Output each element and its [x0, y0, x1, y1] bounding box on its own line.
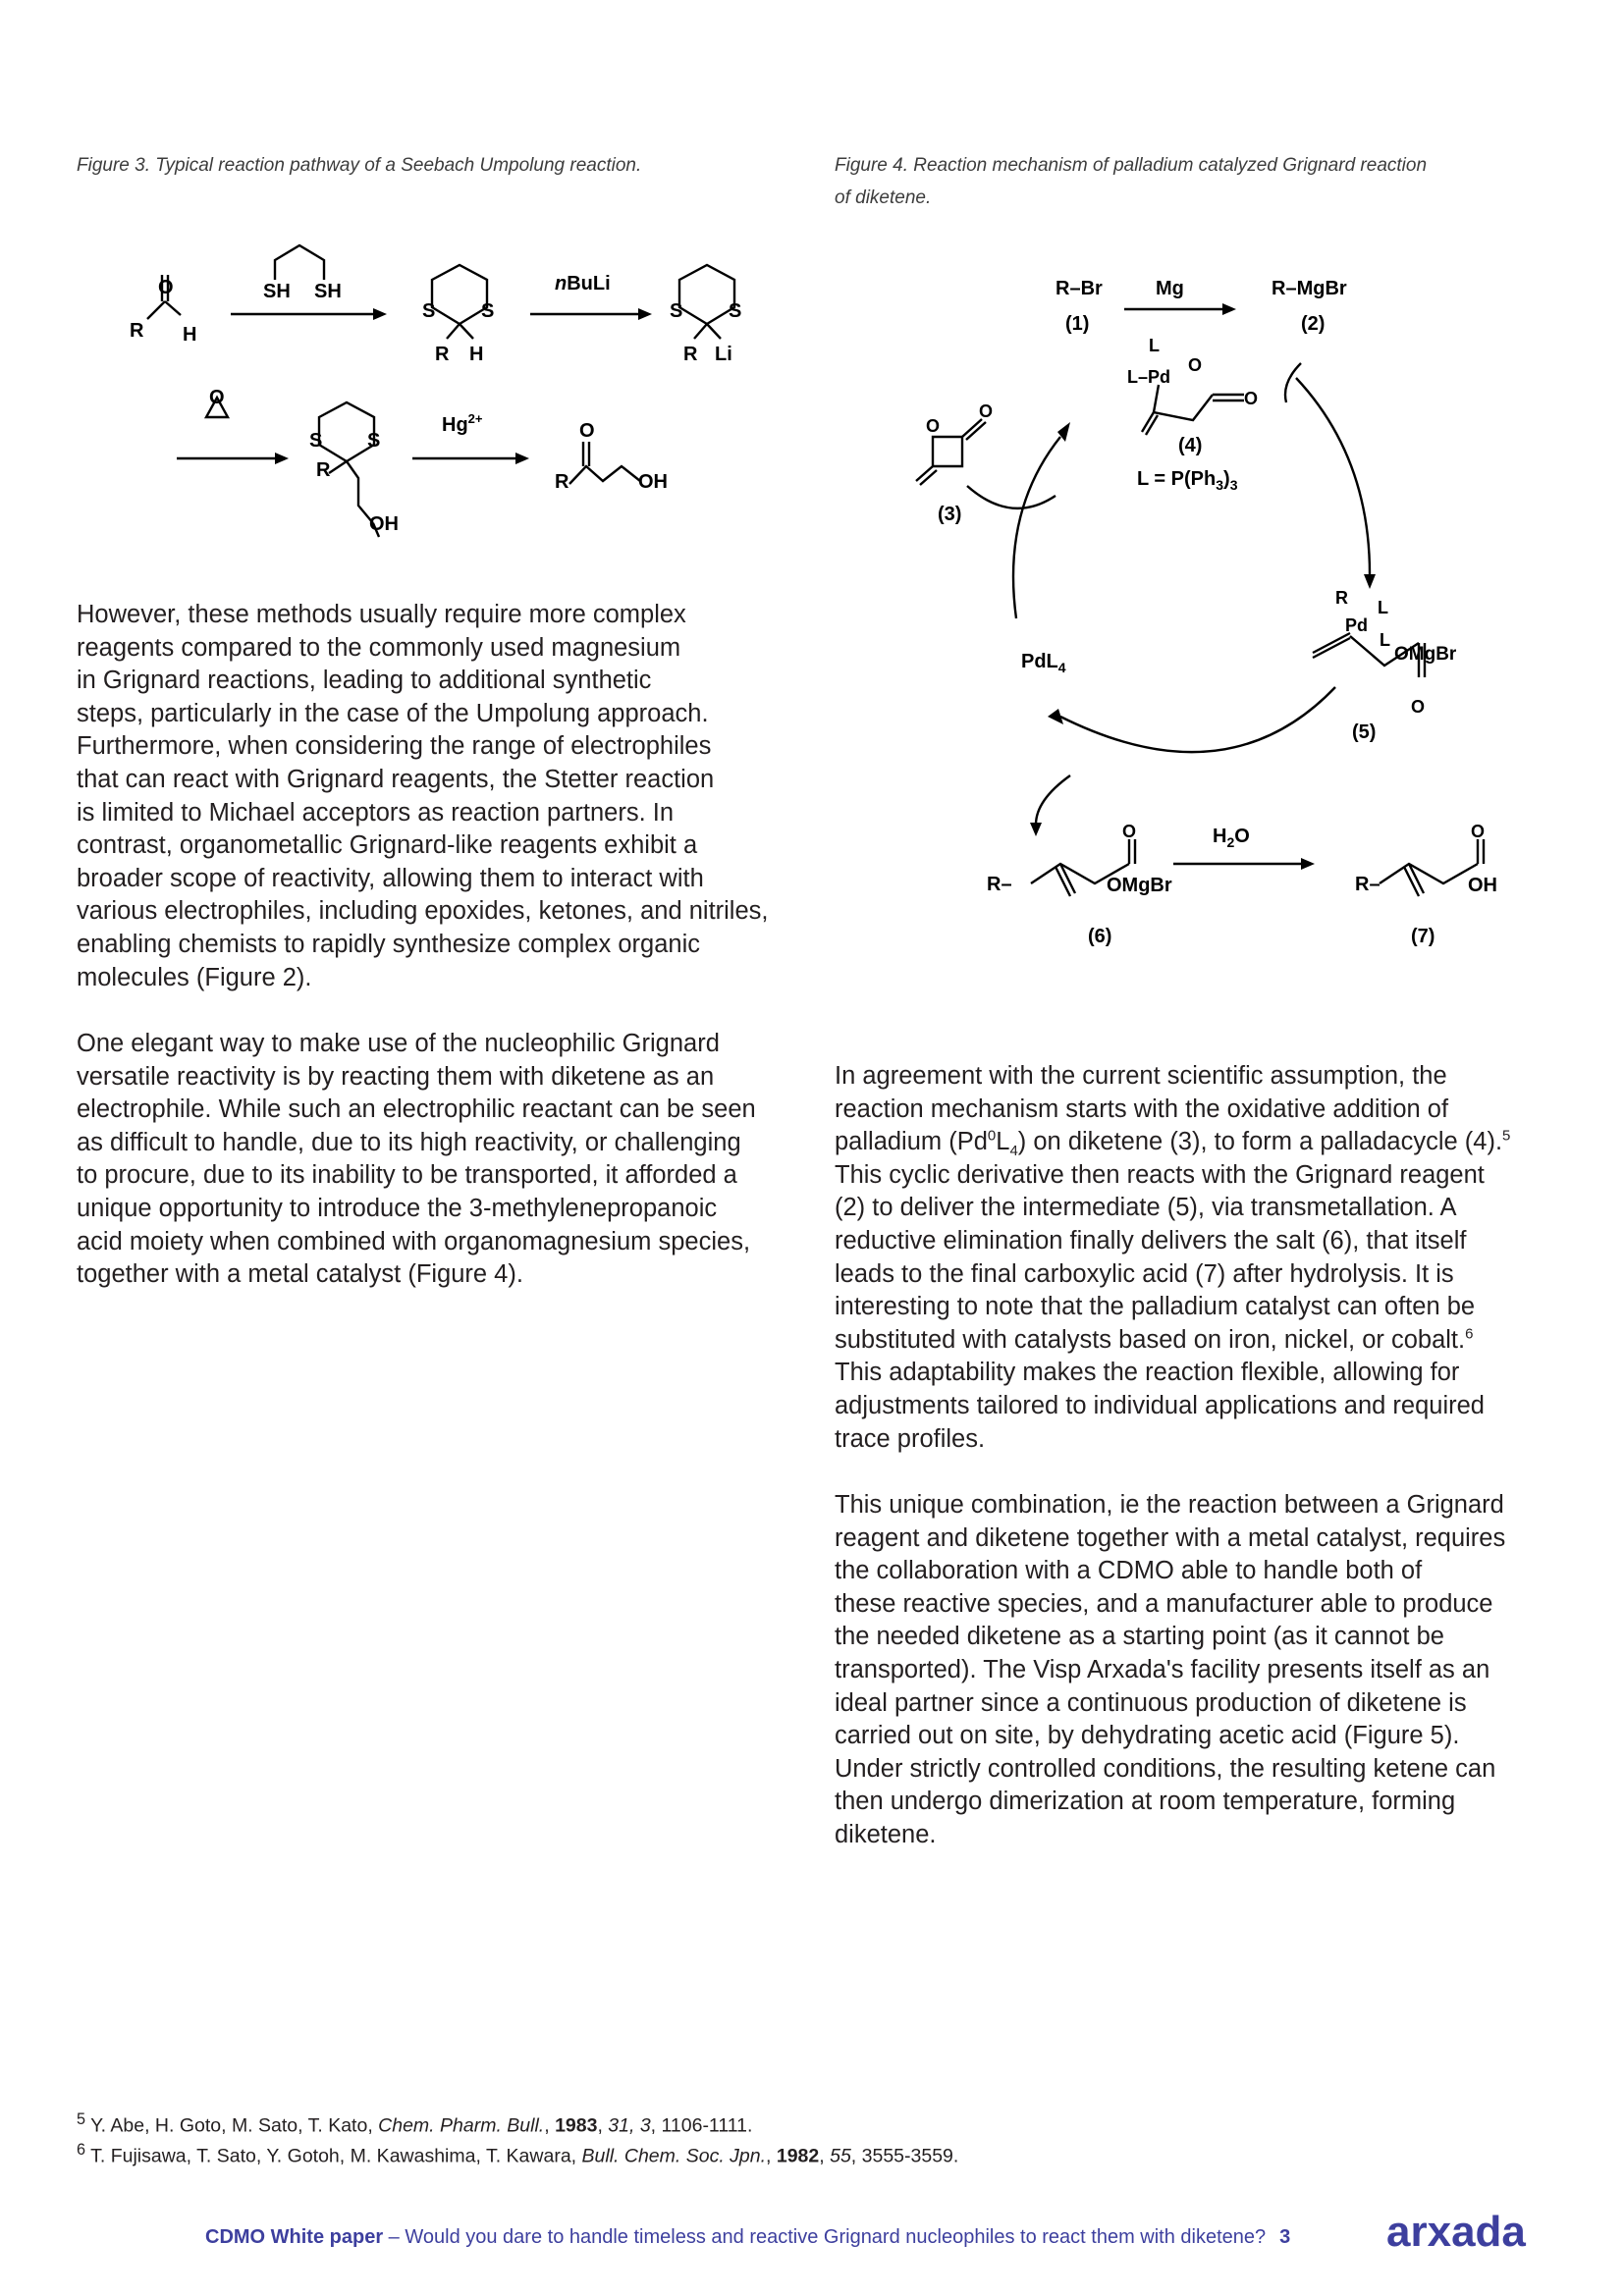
svg-text:arxada: arxada [1386, 2208, 1526, 2256]
fig4-pd-5: Pd [1345, 615, 1369, 635]
footnote-5: $^5$ Y. Abe, H. Goto, M. Sato, T. Kato, Chem. Pharm. Bull., 1983, 31, 3, 1106-1111. [77, 2110, 753, 2137]
right-paragraph-1 [835, 1060, 1510, 1456]
text-line: palladium $(Pd^0L_4)$ on diketene (3), to form a palladacycle (4).$^5$ [835, 1127, 1511, 1160]
text-line: adjustments tailored to individual applications and required [835, 1391, 1485, 1419]
footnote-ref-5[interactable]: 5 [1502, 1127, 1511, 1145]
figure3-scheme [108, 221, 742, 545]
fig4-l-top: L [1149, 336, 1160, 355]
text-line: together with a metal catalyst (Figure 4). [77, 1260, 523, 1289]
text-line: molecules (Figure 2). [77, 963, 312, 991]
fig4-r-7: R– [1355, 874, 1380, 895]
text-line: acid moiety when combined with organomagnesium species, [77, 1227, 751, 1255]
text-line: Furthermore, when considering the range of electrophiles [77, 732, 712, 761]
fig4-r-mgbr: R–MgBr [1272, 278, 1347, 299]
fig3-sh-1: SH [263, 281, 291, 302]
fig4-l-5a: L [1378, 598, 1388, 617]
text-line: ideal partner since a continuous production of diketene is [835, 1688, 1467, 1717]
right-paragraph-2 [835, 1489, 1505, 1852]
fig3-r-3: R [683, 344, 698, 365]
fig4-o-3b: O [979, 401, 994, 421]
fig4-n3: (3) [938, 504, 962, 525]
text-line: leads to the final carboxylic acid (7) after hydrolysis. It is [835, 1259, 1454, 1288]
text-line: the collaboration with a CDMO able to handle both of [835, 1557, 1423, 1585]
text-line: reagent and diketene together with a metal catalyst, requires [835, 1523, 1506, 1552]
fig3-oh-1: OH [369, 513, 399, 535]
text-line: broader scope of reactivity, allowing them to interact with [77, 864, 704, 892]
fig4-l-pd: L–Pd [1127, 367, 1171, 387]
fig3-r-4: R [316, 459, 331, 481]
fig3-o-epoxide: O [209, 387, 225, 408]
text-line: (2) to deliver the intermediate (5), via transmetallation. A [835, 1194, 1457, 1222]
fig3-h-2: H [469, 344, 484, 365]
left-paragraph-2 [77, 1028, 756, 1292]
text-line: these reactive species, and a manufacturer able to produce [835, 1589, 1493, 1618]
fig3-s-5: S [309, 430, 323, 452]
fig3-s-6: S [367, 430, 381, 452]
text-line: carried out on site, by dehydrating acetic acid (Figure 5). [835, 1722, 1460, 1750]
text-line: is limited to Michael acceptors as reaction partners. In [77, 798, 675, 827]
fig3-o-2: O [579, 420, 595, 442]
figure4-scheme [889, 255, 1556, 962]
fig4-o-5: O [1411, 697, 1426, 717]
fig3-s-1: S [422, 300, 436, 322]
fig4-n1: (1) [1065, 313, 1090, 335]
fig4-o-7: O [1471, 822, 1486, 841]
fig4-n7: (7) [1411, 926, 1435, 947]
text-line: In agreement with the current scientific assumption, the [835, 1062, 1447, 1090]
text-line: substituted with catalysts based on iron, nickel, or cobalt.$^6$ [835, 1325, 1474, 1354]
fig4-r-6: R– [987, 874, 1012, 895]
text-line: as difficult to handle, due to its high reactivity, or challenging [77, 1128, 741, 1156]
text-line: interesting to note that the palladium catalyst can often be [835, 1293, 1476, 1321]
fig3-s-3: S [670, 300, 683, 322]
fig4-o-4b: O [1244, 389, 1259, 408]
text-line: various electrophiles, including epoxides, ketones, and nitriles, [77, 897, 769, 926]
fig4-o-4: O [1188, 355, 1203, 375]
left-paragraph-1 [77, 599, 769, 994]
fig3-s-2: S [481, 300, 495, 322]
page-footer [205, 2226, 1290, 2249]
fig4-r-5: R [1335, 588, 1348, 608]
fig4-oh-7: OH [1468, 875, 1497, 896]
text-line: reagents compared to the commonly used magnesium [77, 633, 681, 662]
text-line: versatile reactivity is by reacting them with diketene as an [77, 1062, 715, 1091]
fig4-mg: Mg [1156, 278, 1184, 299]
fig4-o-6: O [1122, 822, 1137, 841]
text-line: unique opportunity to introduce the 3-methylenepropanoic [77, 1194, 718, 1222]
text-line: steps, particularly in the case of the Umpolung approach. [77, 699, 709, 727]
fig4-omgbr-6: OMgBr [1107, 875, 1172, 896]
text-line: trace profiles. [835, 1424, 986, 1453]
fig3-r-2: R [435, 344, 450, 365]
fig4-r-br: R–Br [1056, 278, 1103, 299]
fig3-r-1: R [130, 320, 144, 342]
fig3-r-5: R [555, 471, 569, 493]
fig3-oh-2: OH [638, 471, 668, 493]
text-line: One elegant way to make use of the nucleophilic Grignard [77, 1030, 720, 1057]
text-line: This adaptability makes the reaction flexible, allowing for [835, 1359, 1460, 1387]
text-line: Under strictly controlled conditions, the resulting ketene can [835, 1754, 1496, 1783]
text-line: contrast, organometallic Grignard-like reagents exhibit a [77, 831, 698, 860]
fig3-li: Li [715, 344, 732, 365]
fig4-ligand-def: $L = P(Ph_3)_3$ [1137, 468, 1238, 493]
text-line: This cyclic derivative then reacts with the Grignard reagent [835, 1160, 1485, 1189]
fig3-s-4: S [729, 300, 742, 322]
text-line: electrophile. While such an electrophilic reactant can be seen [77, 1095, 756, 1124]
fig3-nbuli: nBuLi [555, 273, 611, 294]
text-line: This unique combination, ie the reaction between a Grignard [835, 1491, 1504, 1519]
fig4-o-3a: O [926, 416, 941, 436]
text-line: reductive elimination finally delivers the salt (6), that itself [835, 1226, 1467, 1255]
fig4-h2o: $H_2O$ [1213, 826, 1250, 850]
text-line: diketene. [835, 1820, 937, 1848]
figure4-caption [835, 149, 1427, 214]
text-line: then undergo dimerization at room temperature, forming [835, 1788, 1456, 1816]
figure3-caption: Figure 3. Typical reaction pathway of a Seebach Umpolung reaction. [77, 155, 642, 176]
figure4-caption-line2: of diketene. [835, 187, 932, 208]
text-line: transported). The Visp Arxada's facility presents itself as an [835, 1655, 1490, 1683]
text-line: However, these methods usually require more complex [77, 601, 686, 628]
fig4-omgbr-5: OMgBr [1394, 644, 1457, 665]
footer-brand: CDMO White paper [205, 2226, 384, 2248]
page-number: 3 [1279, 2226, 1291, 2248]
fig4-n6: (6) [1088, 926, 1112, 947]
text-line: to procure, due to its inability to be transported, it afforded a [77, 1161, 737, 1190]
fig4-n4: (4) [1178, 435, 1203, 456]
text-line: reaction mechanism starts with the oxidative addition of [835, 1095, 1449, 1123]
fig3-o-1: O [158, 277, 174, 298]
text-line: enabling chemists to rapidly synthesize complex organic [77, 930, 700, 958]
fig3-hg: $Hg^{2+}$ [442, 411, 483, 436]
footnote-ref-6[interactable]: 6 [1465, 1325, 1474, 1343]
footnote-6: $^6$ T. Fujisawa, T. Sato, Y. Gotoh, M. Kawashima, T. Kawara, Bull. Chem. Soc. Jpn., 1982, 55, 3555-3559. [77, 2141, 959, 2167]
fig3-h-1: H [183, 324, 197, 346]
text-line: that can react with Grignard reagents, the Stetter reaction [77, 765, 715, 793]
text-line: in Grignard reactions, leading to additional synthetic [77, 667, 652, 695]
fig4-n2: (2) [1301, 313, 1326, 335]
fig4-l-5b: L [1380, 630, 1390, 650]
fig4-pdl4: PdL$_4$ [1021, 651, 1066, 675]
figure4-caption-line1: Figure 4. Reaction mechanism of palladium catalyzed Grignard reaction [835, 155, 1428, 176]
arxada-logo [1386, 2209, 1563, 2258]
footer-title: – Would you dare to handle timeless and reactive Grignard nucleophiles to react them with diketene? [383, 2226, 1267, 2248]
fig4-n5: (5) [1352, 721, 1377, 743]
text-line: the needed diketene as a starting point (as it cannot be [835, 1623, 1444, 1651]
fig3-sh-2: SH [314, 281, 342, 302]
